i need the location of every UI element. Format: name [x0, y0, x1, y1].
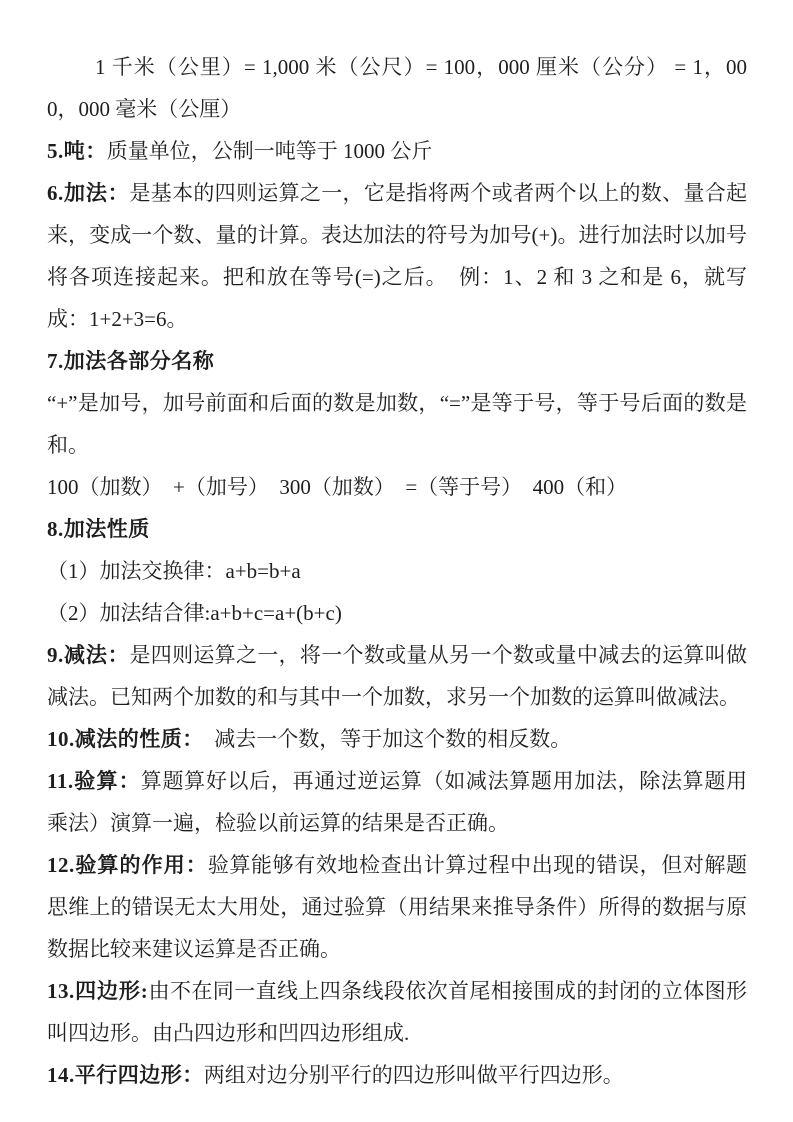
body-text: （2）加法结合律:a+b+c=a+(b+c): [47, 601, 342, 625]
term-label: 7.加法各部分名称: [47, 349, 215, 373]
term-label: 11.验算：: [47, 769, 141, 793]
body-text: 验算能够有效地检查出计算过程中出现的错误，但对解题思维上的错误无太大用处，通过验算（用结果来推导条件）所得的数据与原数据比较来建议运算是否正确。: [47, 853, 748, 961]
paragraph-quadrilateral-definition: [47, 970, 747, 1054]
paragraph-addition-parts-heading: [47, 340, 747, 382]
body-text: （1）加法交换律：a+b=b+a: [47, 559, 301, 583]
term-label: 10.减法的性质：: [47, 727, 194, 751]
paragraph-associative-law: [47, 592, 747, 634]
paragraph-parallelogram-definition: [47, 1054, 747, 1096]
term-label: 8.加法性质: [47, 517, 150, 541]
term-label: 5.吨：: [47, 139, 107, 163]
paragraph-commutative-law: [47, 550, 747, 592]
term-label: 13.四边形:: [47, 979, 149, 1003]
body-text: 质量单位，公制一吨等于 1000 公斤: [106, 139, 433, 163]
body-text: “+”是加号，加号前面和后面的数是加数，“=”是等于号，等于号后面的数是和。: [47, 391, 747, 457]
paragraph-subtraction-definition: [47, 634, 747, 718]
paragraph-ton-definition: [47, 130, 747, 172]
paragraph-addition-properties-heading: [47, 508, 747, 550]
body-text: 100（加数） +（加号） 300（加数） =（等于号） 400（和）: [47, 475, 628, 499]
paragraph-verification-definition: [47, 760, 747, 844]
body-text: 是四则运算之一，将一个数或量从另一个数或量中减去的运算叫做减法。已知两个加数的和与其中一个加数，求另一个加数的运算叫做减法。: [47, 643, 747, 709]
paragraph-addition-parts-description: [47, 382, 747, 466]
body-text: 1 千米（公里）= 1,000 米（公尺）= 100，000 厘米（公分） = 1，000，000 毫米（公厘）: [47, 55, 747, 121]
paragraph-km-conversion: [47, 46, 747, 130]
body-text: 算题算好以后，再通过逆运算（如减法算题用加法，除法算题用乘法）演算一遍，检验以前运算的结果是否正确。: [47, 769, 748, 835]
paragraph-addition-parts-example: [47, 466, 747, 508]
body-text: 两组对边分别平行的四边形叫做平行四边形。: [203, 1063, 624, 1087]
term-label: 6.加法：: [47, 181, 130, 205]
term-label: 14.平行四边形：: [47, 1063, 204, 1087]
body-text: 是基本的四则运算之一，它是指将两个或者两个以上的数、量合起来，变成一个数、量的计算。表达加法的符号为加号(+)。进行加法时以加号将各项连接起来。把和放在等号(=)之后。 例：1、2 和 3 之和是 6，就写成：1+2+3=6。: [47, 181, 747, 331]
paragraph-addition-definition: [47, 172, 747, 340]
term-label: 12.验算的作用：: [47, 853, 208, 877]
paragraph-verification-purpose: [47, 844, 747, 970]
term-label: 9.减法：: [47, 643, 130, 667]
body-text: 由不在同一直线上四条线段依次首尾相接围成的封闭的立体图形叫四边形。由凸四边形和凹四边形组成.: [47, 979, 747, 1045]
body-text: 减去一个数，等于加这个数的相反数。: [193, 727, 572, 751]
paragraph-subtraction-property: [47, 718, 747, 760]
